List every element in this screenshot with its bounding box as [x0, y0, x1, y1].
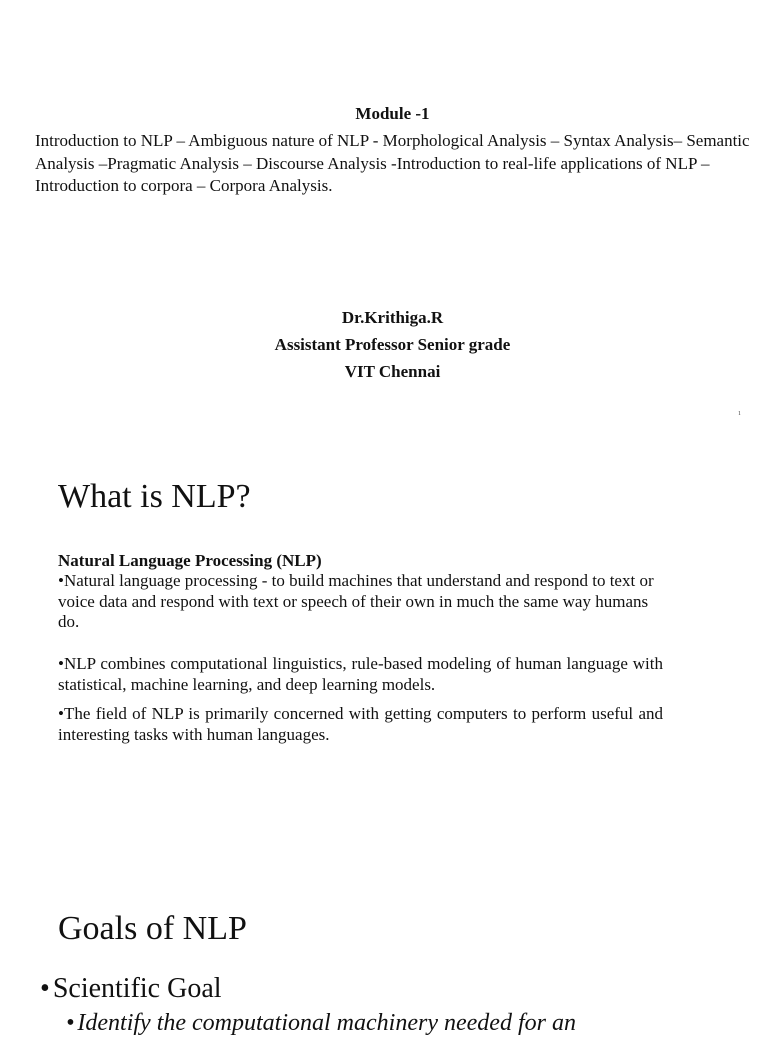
- bullet-icon: •: [40, 973, 50, 1004]
- paragraph-text: The field of NLP is primarily concerned with getting computers to perform useful and interesting tasks with human languages.: [58, 704, 663, 744]
- page-number: 1: [738, 411, 741, 417]
- slide-subheading: Natural Language Processing (NLP): [58, 551, 322, 570]
- bullet-icon: •: [58, 654, 64, 673]
- paragraph-text: Natural language processing - to build machines that understand and respond to text or voice data and respond with text or speech of their own in much the same way humans do.: [58, 571, 654, 631]
- bullet-icon: •: [58, 571, 64, 590]
- bullet-icon: •: [66, 1010, 75, 1036]
- slide-heading-what-is-nlp: What is NLP?: [58, 478, 251, 515]
- author-organization: VIT Chennai: [344, 362, 441, 381]
- bullet-paragraph: [58, 654, 663, 695]
- goal-sublist-item: [66, 1008, 576, 1038]
- module-description: Introduction to NLP – Ambiguous nature of NLP - Morphological Analysis – Syntax Analysis– Semantic Analysis –Pragmatic Analysis – Discourse Analysis -Introduction to real-life applications of NLP – Introduction to corpora – Corpora Analysis.: [35, 131, 750, 195]
- module-title: Module -1: [355, 104, 430, 123]
- bullet-paragraph: [58, 571, 663, 633]
- author-role: Assistant Professor Senior grade: [274, 335, 511, 354]
- bullet-paragraph: [58, 704, 663, 745]
- slide-heading-goals: Goals of NLP: [58, 910, 247, 947]
- goal-subitem-text: Identify the computational machinery needed for an: [77, 1010, 576, 1036]
- bullet-icon: •: [58, 704, 64, 723]
- author-name: Dr.Krithiga.R: [341, 308, 444, 327]
- paragraph-text: NLP combines computational linguistics, rule-based modeling of human language with statistical, machine learning, and deep learning models.: [58, 654, 663, 694]
- goal-label: Scientific Goal: [52, 973, 222, 1004]
- goal-list-item: [40, 972, 222, 1006]
